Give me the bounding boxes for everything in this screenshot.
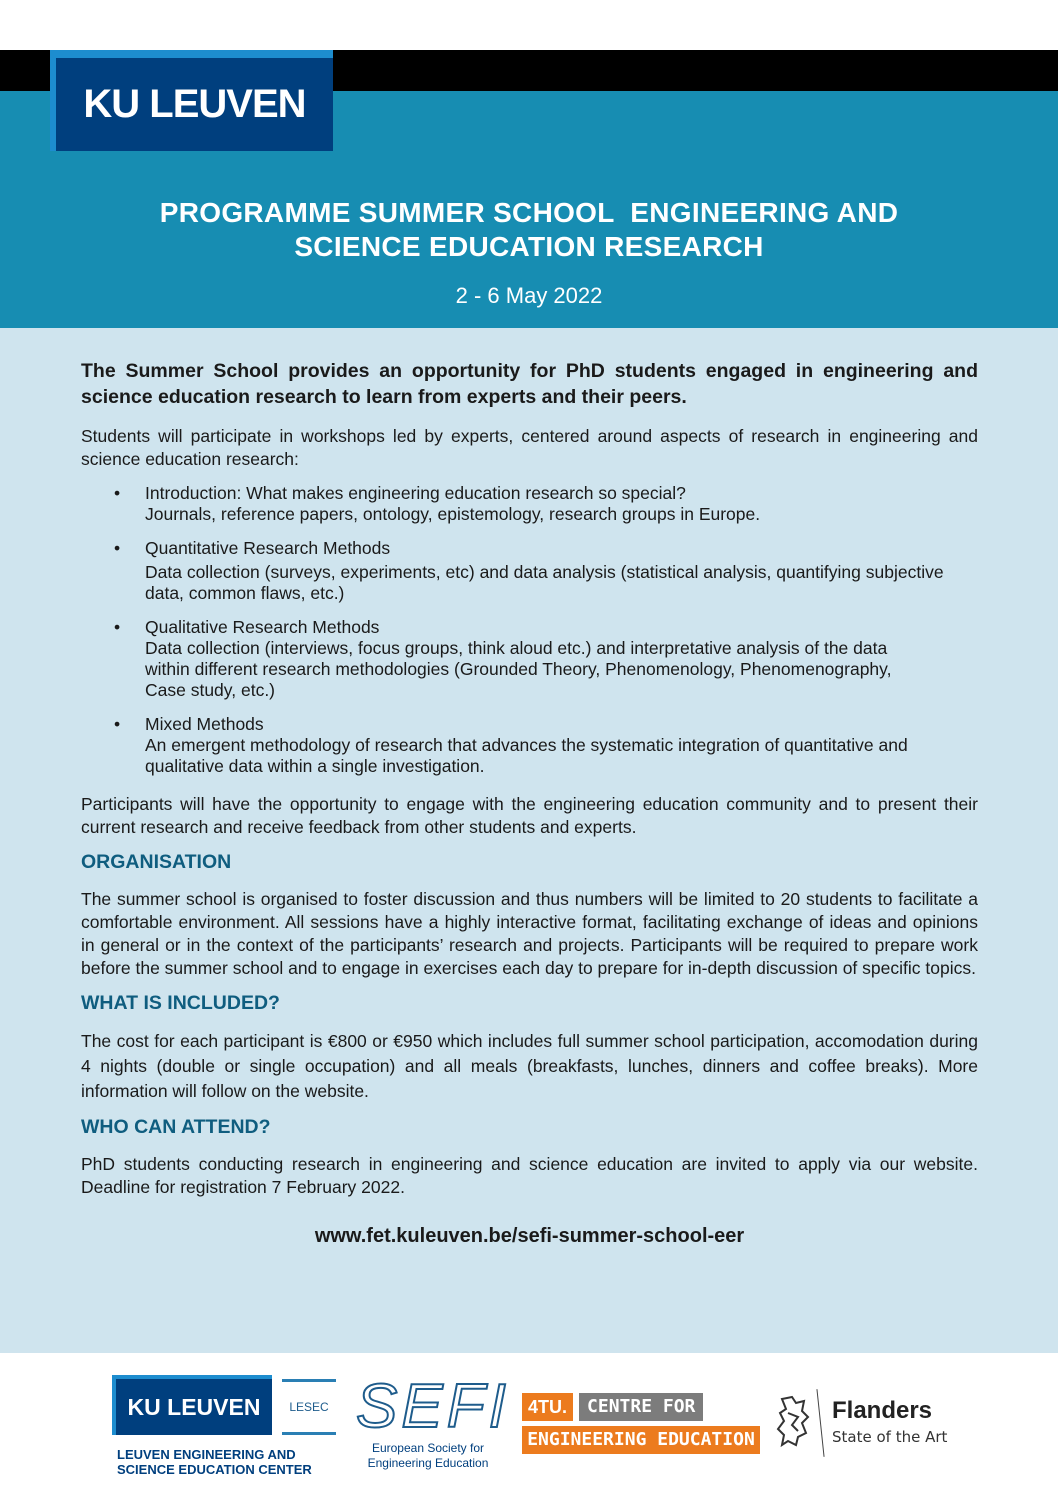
workshop-title: Quantitative Research Methods bbox=[145, 538, 391, 558]
workshop-desc: Journals, reference papers, ontology, epistemology, research groups in Europe. bbox=[145, 504, 761, 524]
sefi-caption bbox=[353, 1441, 503, 1471]
organisation-heading: ORGANISATION bbox=[81, 851, 232, 873]
bullet-icon: • bbox=[114, 483, 121, 503]
content-column bbox=[81, 358, 978, 1248]
workshop-desc: An emergent methodology of research that advances the systematic integration of quantitative and qualitative data within a single investigation. bbox=[145, 735, 908, 776]
title-line-2: SCIENCE EDUCATION RESEARCH bbox=[294, 231, 764, 262]
4tu-centre: CENTRE FOR bbox=[579, 1393, 703, 1421]
sefi-caption-2: Engineering Education bbox=[367, 1456, 489, 1470]
4tu-mark: 4TU. bbox=[522, 1393, 573, 1421]
ku-leuven-logo bbox=[50, 50, 333, 151]
workshop-list bbox=[81, 483, 978, 777]
workshop-desc: Data collection (interviews, focus groups, think aloud etc.) and interpretative analysis of the data within different research methodologies (Grounded Theory, Phenomenology, Phenomenography, Case study, etc.) bbox=[145, 638, 892, 700]
included-heading: WHAT IS INCLUDED? bbox=[81, 992, 280, 1014]
flanders-lion-icon bbox=[774, 1393, 814, 1449]
title-line-1: PROGRAMME SUMMER SCHOOL ENGINEERING AND bbox=[159, 197, 899, 228]
sefi-logo bbox=[352, 1371, 510, 1441]
main-content-area bbox=[0, 328, 1058, 1353]
participants-text: Participants will have the opportunity to engage with the engineering education community and to present their current research and receive feedback from other students and experts. bbox=[81, 794, 978, 837]
list-item bbox=[81, 483, 978, 525]
event-date: 2 - 6 May 2022 bbox=[455, 283, 603, 308]
list-item bbox=[81, 538, 978, 604]
lesec-caption-1: LEUVEN ENGINEERING AND bbox=[117, 1447, 296, 1462]
organisation-text: The summer school is organised to foster discussion and thus numbers will be limited to 20 students to facilitate a comfortable environment. All sessions have a highly interactive format, facilitating exchange of ideas and opinions in general or in the context of the participants’ research and projects. Participants will be required to prepare work before the summer school and to engage in exercises each day to prepare for in-depth discussion of specific topics. bbox=[81, 889, 978, 978]
flanders-title: Flanders bbox=[832, 1397, 933, 1424]
ku-leuven-small-logo bbox=[112, 1375, 272, 1435]
flanders-divider bbox=[816, 1389, 824, 1457]
intro-lead: The Summer School provides an opportunity for PhD students engaged in engineering and science education research to learn from experts and their peers. bbox=[81, 360, 978, 408]
lesec-caption bbox=[117, 1447, 347, 1477]
attend-text: PhD students conducting research in engineering and science education are invited to apply via our website. Deadline for registration 7 February 2022. bbox=[81, 1154, 978, 1197]
lesec-mark: LESEC bbox=[289, 1400, 329, 1414]
list-item bbox=[81, 617, 978, 701]
logo-text: KU LEUVEN bbox=[56, 58, 333, 151]
page-title bbox=[60, 196, 998, 264]
workshop-title: Introduction: What makes engineering education research so special? bbox=[145, 483, 686, 503]
bullet-icon: • bbox=[114, 714, 121, 734]
bullet-icon: • bbox=[114, 538, 121, 558]
4tu-engineering-education: ENGINEERING EDUCATION bbox=[522, 1426, 760, 1454]
flanders-subtitle: State of the Art bbox=[832, 1428, 948, 1446]
lesec-caption-2: SCIENCE EDUCATION CENTER bbox=[117, 1462, 312, 1477]
kul-small-text: KU LEUVEN bbox=[116, 1379, 272, 1435]
4tu-logo-top bbox=[522, 1393, 703, 1421]
workshop-title: Qualitative Research Methods bbox=[145, 617, 380, 637]
sefi-caption-1: European Society for bbox=[371, 1441, 485, 1455]
included-text: The cost for each participant is €800 or €950 which includes full summer school participation, accomodation during 4 nights (double or single occupation) and all meals (breakfasts, lunches, dinners and coffee breaks). More information will follow on the website. bbox=[81, 1031, 978, 1101]
lesec-logo bbox=[282, 1379, 336, 1435]
attend-heading: WHO CAN ATTEND? bbox=[81, 1116, 271, 1138]
bullet-icon: • bbox=[114, 617, 121, 637]
sefi-logo-text: SEFI bbox=[356, 1372, 510, 1441]
workshop-title: Mixed Methods bbox=[145, 714, 264, 734]
workshop-desc: Data collection (surveys, experiments, etc) and data analysis (statistical analysis, quantifying subjective data, common flaws, etc.) bbox=[145, 562, 944, 603]
footer-logos bbox=[0, 1353, 1058, 1497]
list-item bbox=[81, 714, 978, 777]
intro-text: Students will participate in workshops led by experts, centered around aspects of research in engineering and science education research: bbox=[81, 426, 978, 469]
website-link[interactable]: www.fet.kuleuven.be/sefi-summer-school-eer bbox=[314, 1225, 745, 1247]
